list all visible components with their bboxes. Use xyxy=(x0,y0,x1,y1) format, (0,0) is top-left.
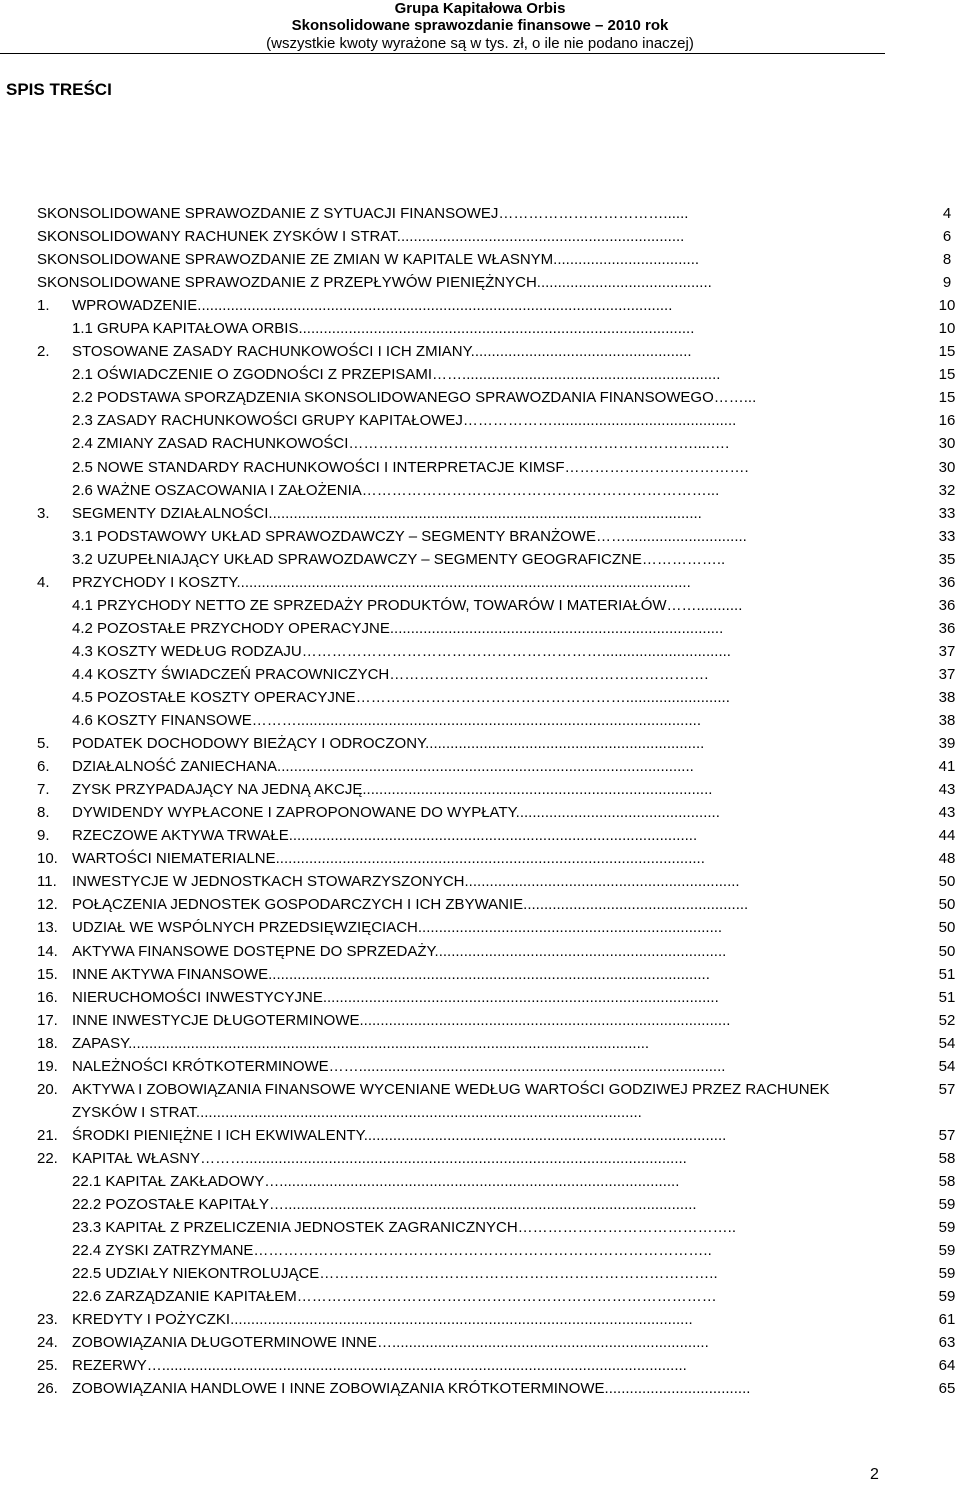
toc-entry-title: 1.1 GRUPA KAPITAŁOWA ORBIS............................................................................................... xyxy=(72,320,695,338)
toc-entry-number: 24. xyxy=(37,1334,58,1352)
toc-entry-title: PODATEK DOCHODOWY BIEŻĄCY I ODROCZONY................................................................... xyxy=(72,735,705,753)
toc-entry-title: SKONSOLIDOWANE SPRAWOZDANIE ZE ZMIAN W KAPITALE WŁASNYM................................... xyxy=(37,251,700,269)
toc-entry-number: 14. xyxy=(37,942,58,960)
toc-entry[interactable] xyxy=(0,732,960,755)
toc-entry-page: 15 xyxy=(938,343,956,361)
toc-entry-page: 35 xyxy=(938,550,956,568)
toc-entry[interactable] xyxy=(0,1262,960,1285)
toc-entry-number: 19. xyxy=(37,1057,58,1075)
toc-entry[interactable] xyxy=(0,640,960,663)
toc-entry[interactable] xyxy=(0,1285,960,1308)
toc-entry[interactable] xyxy=(0,502,960,525)
toc-entry[interactable] xyxy=(0,1308,960,1331)
toc-entry-title: INNE AKTYWA FINANSOWE.......................................................................................................... xyxy=(72,965,710,983)
toc-entry-page: 57 xyxy=(938,1080,956,1098)
table-of-contents xyxy=(0,202,960,1400)
toc-entry-page: 32 xyxy=(938,481,956,499)
toc-entry-number: 25. xyxy=(37,1357,58,1375)
toc-entry-number: 13. xyxy=(37,919,58,937)
toc-entry-page: 41 xyxy=(938,758,956,776)
toc-entry[interactable] xyxy=(0,594,960,617)
toc-entry-page: 51 xyxy=(938,988,956,1006)
toc-entry-title: WARTOŚCI NIEMATERIALNE....................................................................................................... xyxy=(72,850,705,868)
toc-entry[interactable] xyxy=(0,1354,960,1377)
toc-entry-page: 15 xyxy=(938,389,956,407)
toc-entry-title: ŚRODKI PIENIĘŻNE I ICH EKWIWALENTY....................................................................................... xyxy=(72,1126,727,1144)
toc-entry-number: 1. xyxy=(37,297,50,315)
toc-entry-title: 4.3 KOSZTY WEDŁUG RODZAJU……………………………………………………............................... xyxy=(72,642,731,660)
toc-entry-page: 38 xyxy=(938,688,956,706)
toc-entry-number: 23. xyxy=(37,1311,58,1329)
toc-entry-title: 22.1 KAPITAŁ ZAKŁADOWY…................................................................................................ xyxy=(72,1172,680,1190)
toc-entry-page: 39 xyxy=(938,735,956,753)
toc-entry[interactable] xyxy=(0,1055,960,1078)
toc-entry-title: 4.4 KOSZTY ŚWIADCZEŃ PRACOWNICZYCH………………………………………………………. xyxy=(72,665,709,683)
toc-entry-number: 21. xyxy=(37,1126,58,1144)
toc-entry-page: 43 xyxy=(938,781,956,799)
toc-entry-title: 2.2 PODSTAWA SPORZĄDZENIA SKONSOLIDOWANEGO SPRAWOZDANIA FINANSOWEGO……... xyxy=(72,389,757,407)
toc-entry-page: 48 xyxy=(938,850,956,868)
toc-entry-number: 22. xyxy=(37,1149,58,1167)
toc-entry-page: 36 xyxy=(938,573,956,591)
toc-entry[interactable] xyxy=(0,548,960,571)
toc-entry-title: NALEŻNOŚCI KRÓTKOTERMINOWE……........................................................................................ xyxy=(72,1057,726,1075)
toc-entry-page: 59 xyxy=(938,1218,956,1236)
toc-entry-number: 8. xyxy=(37,804,50,822)
toc-entry-page: 58 xyxy=(938,1172,956,1190)
toc-entry-page: 54 xyxy=(938,1057,956,1075)
toc-entry-page: 51 xyxy=(938,965,956,983)
toc-entry-page: 54 xyxy=(938,1034,956,1052)
toc-entry[interactable] xyxy=(0,1331,960,1354)
toc-entry-title: 22.4 ZYSKI ZATRZYMANE……………………………………………………………………………….. xyxy=(72,1242,712,1260)
toc-entry-title: REZERWY….............................................................................................................................. xyxy=(72,1357,687,1375)
toc-entry[interactable] xyxy=(0,617,960,640)
toc-entry-page: 43 xyxy=(938,804,956,822)
toc-entry-title: AKTYWA FINANSOWE DOSTĘPNE DO SPRZEDAŻY...................................................................... xyxy=(72,942,727,960)
toc-entry-title: DYWIDENDY WYPŁACONE I ZAPROPONOWANE DO WYPŁATY................................................. xyxy=(72,804,720,822)
toc-entry-title: SKONSOLIDOWANE SPRAWOZDANIE Z PRZEPŁYWÓW PIENIĘŻNYCH.......................................... xyxy=(37,274,712,292)
toc-entry-page: 36 xyxy=(938,619,956,637)
toc-entry-page: 30 xyxy=(938,458,956,476)
toc-entry-title: 4.2 POZOSTAŁE PRZYCHODY OPERACYJNE................................................................................ xyxy=(72,619,724,637)
toc-entry-title: NIERUCHOMOŚCI INWESTYCYJNE............................................................................................... xyxy=(72,988,719,1006)
toc-entry-page: 65 xyxy=(938,1380,956,1398)
header-company: Grupa Kapitałowa Orbis xyxy=(394,0,566,17)
toc-entry-title: 2.1 OŚWIADCZENIE O ZGODNOŚCI Z PRZEPISAMI…….............................................................. xyxy=(72,366,721,384)
toc-entry-page: 38 xyxy=(938,712,956,730)
toc-entry-page: 63 xyxy=(938,1334,956,1352)
toc-entry-title: KAPITAŁ WŁASNY……….......................................................................................................... xyxy=(72,1149,687,1167)
toc-entry-title: RZECZOWE AKTYWA TRWAŁE.................................................................................................. xyxy=(72,827,698,845)
toc-entry-page: 36 xyxy=(938,596,956,614)
toc-entry[interactable] xyxy=(0,847,960,870)
toc-entry-page: 52 xyxy=(938,1011,956,1029)
toc-entry-page: 10 xyxy=(938,297,956,315)
toc-entry[interactable] xyxy=(0,686,960,709)
toc-entry-number: 10. xyxy=(37,850,58,868)
toc-entry-page: 61 xyxy=(938,1311,956,1329)
toc-entry-title: 22.5 UDZIAŁY NIEKONTROLUJĄCE…………………………………………………………………….. xyxy=(72,1265,718,1283)
toc-entry[interactable] xyxy=(0,940,960,963)
toc-entry-page: 4 xyxy=(942,205,952,222)
page-title: SPIS TREŚCI xyxy=(6,80,112,99)
toc-entry[interactable] xyxy=(0,386,960,409)
toc-entry-page: 59 xyxy=(938,1195,956,1213)
toc-entry[interactable] xyxy=(0,824,960,847)
toc-entry-title: PRZYCHODY I KOSZTY............................................................................................................. xyxy=(72,573,691,591)
toc-entry-title: SKONSOLIDOWANY RACHUNEK ZYSKÓW I STRAT..................................................................... xyxy=(37,228,685,246)
toc-entry[interactable] xyxy=(0,248,960,271)
toc-entry[interactable] xyxy=(0,1170,960,1193)
header-currency-note: (wszystkie kwoty wyrażone są w tys. zł, o ile nie podano inaczej) xyxy=(266,35,694,52)
toc-entry-number: 5. xyxy=(37,735,50,753)
toc-entry[interactable] xyxy=(0,271,960,294)
toc-entry[interactable] xyxy=(0,709,960,732)
toc-entry-title: SKONSOLIDOWANE SPRAWOZDANIE Z SYTUACJI FINANSOWEJ……………………………...... xyxy=(37,205,689,222)
toc-entry-title: KREDYTY I POŻYCZKI............................................................................................................... xyxy=(72,1311,693,1329)
toc-entry-page: 33 xyxy=(938,527,956,545)
toc-entry-page: 64 xyxy=(938,1357,956,1375)
header-divider xyxy=(0,53,885,54)
toc-entry-title: 22.6 ZARZĄDZANIE KAPITAŁEM………………………………………………………………………… xyxy=(72,1288,717,1306)
toc-entry-page: 44 xyxy=(938,827,956,845)
toc-entry-title: 2.6 WAŻNE OSZACOWANIA I ZAŁOŻENIA……………………………………………………………... xyxy=(72,481,720,499)
toc-entry-title: INWESTYCJE W JEDNOSTKACH STOWARZYSZONYCH.................................................................. xyxy=(72,873,740,891)
toc-entry-page: 50 xyxy=(938,873,956,891)
toc-entry-page: 37 xyxy=(938,642,956,660)
toc-entry-number: 17. xyxy=(37,1011,58,1029)
toc-entry[interactable] xyxy=(0,1009,960,1032)
toc-entry-page: 15 xyxy=(938,366,956,384)
toc-entry[interactable] xyxy=(0,1239,960,1262)
toc-entry-number: 3. xyxy=(37,504,50,522)
header-report-title: Skonsolidowane sprawozdanie finansowe – 2010 rok xyxy=(291,17,669,34)
toc-entry-title: 2.3 ZASADY RACHUNKOWOŚCI GRUPY KAPITAŁOWEJ………………............................................ xyxy=(72,412,737,430)
toc-entry[interactable] xyxy=(0,870,960,893)
toc-entry-number: 7. xyxy=(37,781,50,799)
toc-entry-page: 33 xyxy=(938,504,956,522)
toc-entry[interactable] xyxy=(0,1216,960,1239)
toc-entry-title: UDZIAŁ WE WSPÓLNYCH PRZEDSIĘWZIĘCIACH......................................................................... xyxy=(72,919,723,937)
toc-entry-title: 2.4 ZMIANY ZASAD RACHUNKOWOŚCI……………………………………………………………....…. xyxy=(72,435,730,453)
toc-entry[interactable] xyxy=(0,479,960,502)
toc-entry-number: 20. xyxy=(37,1080,58,1098)
toc-entry-title: 4.1 PRZYCHODY NETTO ZE SPRZEDAŻY PRODUKTÓW, TOWARÓW I MATERIAŁÓW……........... xyxy=(72,596,743,614)
toc-entry-title: DZIAŁALNOŚĆ ZANIECHANA.................................................................................................... xyxy=(72,758,694,776)
toc-entry[interactable] xyxy=(0,963,960,986)
toc-entry[interactable] xyxy=(0,340,960,363)
toc-entry[interactable] xyxy=(0,409,960,432)
toc-entry-number: 12. xyxy=(37,896,58,914)
toc-entry[interactable] xyxy=(0,294,960,317)
toc-entry[interactable] xyxy=(0,986,960,1009)
toc-entry-title: INNE INWESTYCJE DŁUGOTERMINOWE......................................................................................... xyxy=(72,1011,731,1029)
toc-entry-page: 50 xyxy=(938,896,956,914)
toc-entry-title: 23.3 KAPITAŁ Z PRZELICZENIA JEDNOSTEK ZAGRANICZNYCH…………………………………….. xyxy=(72,1218,736,1236)
toc-entry[interactable] xyxy=(0,1147,960,1170)
toc-entry-title: STOSOWANE ZASADY RACHUNKOWOŚCI I ICH ZMIANY..................................................... xyxy=(72,343,692,361)
toc-entry-title: ZOBOWIĄZANIA DŁUGOTERMINOWE INNE…............................................................................ xyxy=(72,1334,709,1352)
toc-entry-number: 4. xyxy=(37,573,50,591)
toc-entry[interactable] xyxy=(0,1193,960,1216)
toc-entry-page: 10 xyxy=(938,320,956,338)
toc-entry[interactable] xyxy=(0,916,960,939)
toc-entry-page: 58 xyxy=(938,1149,956,1167)
toc-entry[interactable] xyxy=(0,1124,960,1147)
toc-entry-page: 6 xyxy=(942,228,952,246)
toc-entry-page: 50 xyxy=(938,919,956,937)
toc-entry-page: 50 xyxy=(938,942,956,960)
toc-entry-title: WPROWADZENIE.................................................................................................................. xyxy=(72,297,673,315)
toc-entry[interactable] xyxy=(0,1377,960,1400)
toc-entry-number: 26. xyxy=(37,1380,58,1398)
toc-entry-number: 2. xyxy=(37,343,50,361)
toc-entry[interactable] xyxy=(0,317,960,340)
toc-entry-page: 59 xyxy=(938,1265,956,1283)
toc-entry[interactable] xyxy=(0,893,960,916)
toc-entry[interactable] xyxy=(0,363,960,386)
toc-entry-title: 3.2 UZUPEŁNIAJĄCY UKŁAD SPRAWOZDAWCZY – SEGMENTY GEOGRAFICZNE…………….. xyxy=(72,550,726,568)
toc-entry[interactable] xyxy=(0,202,960,225)
toc-entry[interactable] xyxy=(0,225,960,248)
toc-entry-page: 16 xyxy=(938,412,956,430)
page-number: 2 xyxy=(870,1466,879,1483)
toc-entry-title: 22.2 POZOSTAŁE KAPITAŁY…................................................................................................... xyxy=(72,1195,697,1213)
toc-entry-title: ZYSK PRZYPADAJĄCY NA JEDNĄ AKCJĘ.................................................................................... xyxy=(72,781,713,799)
toc-entry-page: 8 xyxy=(942,251,952,269)
toc-entry-page: 30 xyxy=(938,435,956,453)
toc-entry-number: 16. xyxy=(37,988,58,1006)
toc-entry-page: 59 xyxy=(938,1288,956,1306)
toc-entry-number: 9. xyxy=(37,827,50,845)
toc-entry-page: 57 xyxy=(938,1126,956,1144)
toc-entry-title: ZOBOWIĄZANIA HANDLOWE I INNE ZOBOWIĄZANIA KRÓTKOTERMINOWE................................... xyxy=(72,1380,751,1398)
toc-entry[interactable] xyxy=(0,432,960,455)
toc-entry[interactable] xyxy=(0,801,960,824)
toc-entry-number: 11. xyxy=(37,873,57,891)
toc-entry[interactable] xyxy=(0,571,960,594)
toc-entry-title: 4.5 POZOSTAŁE KOSZTY OPERACYJNE………………………………………………......................... xyxy=(72,688,730,706)
toc-entry-number: 15. xyxy=(37,965,58,983)
toc-entry-title: POŁĄCZENIA JEDNOSTEK GOSPODARCZYCH I ICH ZBYWANIE...................................................... xyxy=(72,896,749,914)
toc-entry-title: AKTYWA I ZOBOWIĄZANIA FINANSOWE WYCENIANE WEDŁUG WARTOŚCI GODZIWEJ PRZEZ RACHUNEK ZYSKÓW I STRAT........................................................................................................... xyxy=(72,1080,830,1121)
toc-entry[interactable] xyxy=(0,778,960,801)
toc-entry[interactable] xyxy=(0,1032,960,1055)
toc-entry-title: ZAPASY............................................................................................................................. xyxy=(72,1034,650,1052)
toc-entry-title: 4.6 KOSZTY FINANSOWE………................................................................................................. xyxy=(72,712,702,730)
toc-entry-title: SEGMENTY DZIAŁALNOŚCI........................................................................................................ xyxy=(72,504,702,522)
toc-entry[interactable] xyxy=(0,663,960,686)
toc-entry-number: 18. xyxy=(37,1034,58,1052)
toc-entry-title: 3.1 PODSTAWOWY UKŁAD SPRAWOZDAWCZY – SEGMENTY BRANŻOWE……............................. xyxy=(72,527,747,545)
toc-entry[interactable] xyxy=(0,1078,960,1124)
toc-entry-number: 6. xyxy=(37,758,50,776)
toc-entry[interactable] xyxy=(0,755,960,778)
toc-entry-page: 37 xyxy=(938,665,956,683)
toc-entry-page: 9 xyxy=(942,274,952,292)
toc-entry[interactable] xyxy=(0,525,960,548)
toc-entry-page: 59 xyxy=(938,1242,956,1260)
toc-entry[interactable] xyxy=(0,456,960,479)
toc-entry-title: 2.5 NOWE STANDARDY RACHUNKOWOŚCI I INTERPRETACJE KIMSF………………………………. xyxy=(72,458,749,476)
